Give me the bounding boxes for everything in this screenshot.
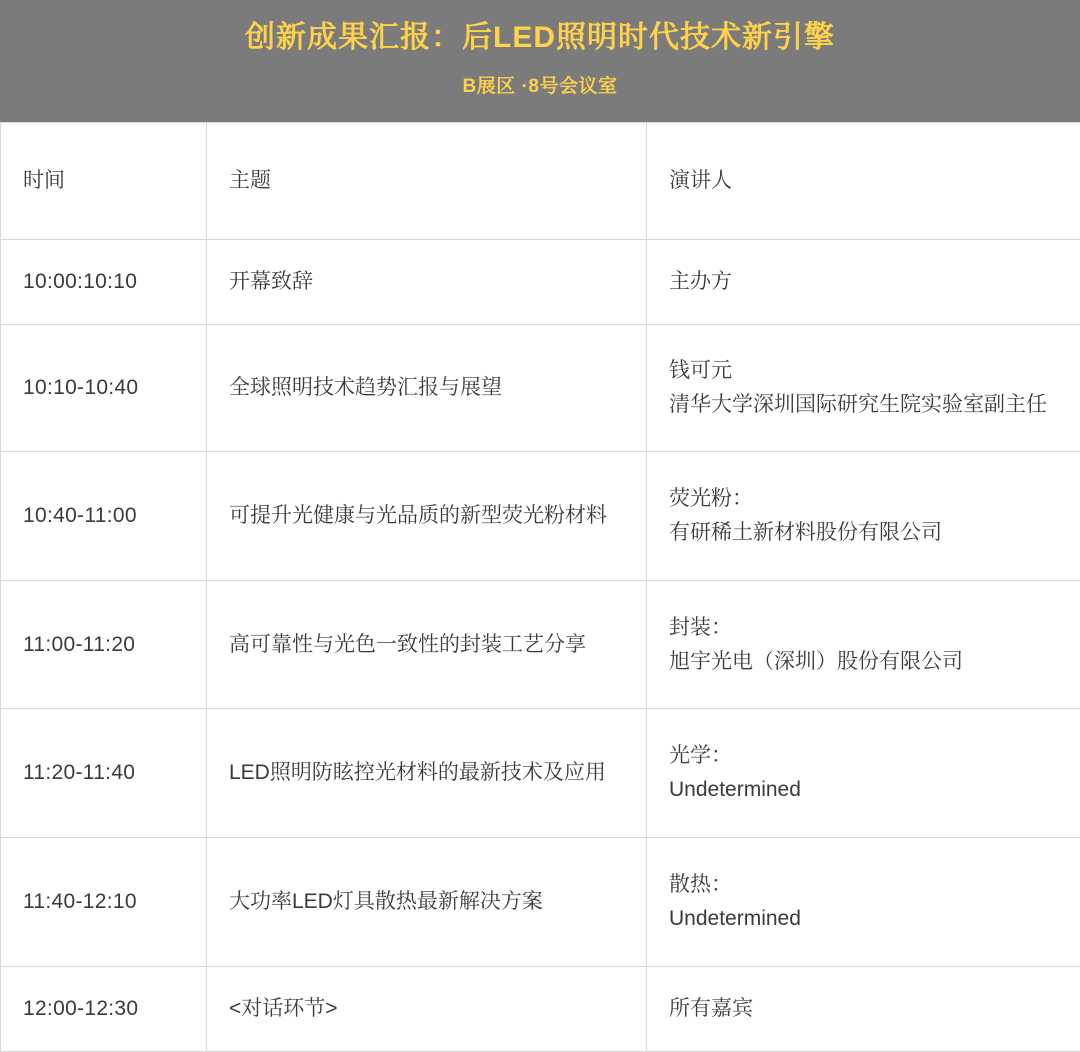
speaker-line: 光学：: [669, 744, 732, 768]
cell-topic: <对话环节>: [207, 966, 647, 1051]
document-header: [0, 0, 1080, 122]
cell-time: 11:20-11:40: [1, 709, 207, 838]
speaker-line: 钱可元: [669, 359, 732, 383]
table-row: [1, 966, 1080, 1051]
agenda-table: [0, 122, 1080, 1052]
cell-time: 10:00:10:10: [1, 240, 207, 325]
cell-speaker: [647, 838, 1080, 967]
cell-time: 11:40-12:10: [1, 838, 207, 967]
speaker-line: 有研稀土新材料股份有限公司: [669, 521, 942, 545]
speaker-line: Undetermined: [669, 778, 801, 802]
page-subtitle: B展区 ·8号会议室: [462, 76, 618, 97]
cell-time: 12:00-12:30: [1, 966, 207, 1051]
speaker-line: 荧光粉：: [669, 487, 753, 511]
speaker-line: 散热：: [669, 872, 732, 896]
cell-topic: LED照明防眩控光材料的最新技术及应用: [207, 709, 647, 838]
column-header-speaker: 演讲人: [647, 123, 1080, 240]
table-row: [1, 240, 1080, 325]
table-row: [1, 580, 1080, 709]
cell-speaker: [647, 709, 1080, 838]
cell-speaker: [647, 580, 1080, 709]
cell-topic: 大功率LED灯具散热最新解决方案: [207, 838, 647, 967]
page-title: 创新成果汇报：后LED照明时代技术新引擎: [245, 21, 835, 54]
speaker-line: 清华大学深圳国际研究生院实验室副主任: [669, 393, 1047, 417]
table-row: [1, 709, 1080, 838]
speaker-line: 封装：: [669, 615, 732, 639]
cell-speaker: [647, 452, 1080, 581]
table-row: [1, 838, 1080, 967]
table-row: [1, 325, 1080, 452]
cell-topic: 全球照明技术趋势汇报与展望: [207, 325, 647, 452]
table-row: [1, 452, 1080, 581]
column-header-topic: 主题: [207, 123, 647, 240]
cell-speaker: [647, 325, 1080, 452]
column-header-time: 时间: [1, 123, 207, 240]
speaker-line: 所有嘉宾: [669, 996, 753, 1020]
cell-time: 10:10-10:40: [1, 325, 207, 452]
speaker-line: 主办方: [669, 270, 732, 294]
cell-topic: 开幕致辞: [207, 240, 647, 325]
cell-speaker: [647, 240, 1080, 325]
cell-topic: 高可靠性与光色一致性的封装工艺分享: [207, 580, 647, 709]
cell-time: 10:40-11:00: [1, 452, 207, 581]
table-header-row: [1, 123, 1080, 240]
cell-topic: 可提升光健康与光品质的新型荧光粉材料: [207, 452, 647, 581]
speaker-line: Undetermined: [669, 906, 801, 930]
cell-speaker: [647, 966, 1080, 1051]
speaker-line: 旭宇光电（深圳）股份有限公司: [669, 649, 963, 673]
cell-time: 11:00-11:20: [1, 580, 207, 709]
